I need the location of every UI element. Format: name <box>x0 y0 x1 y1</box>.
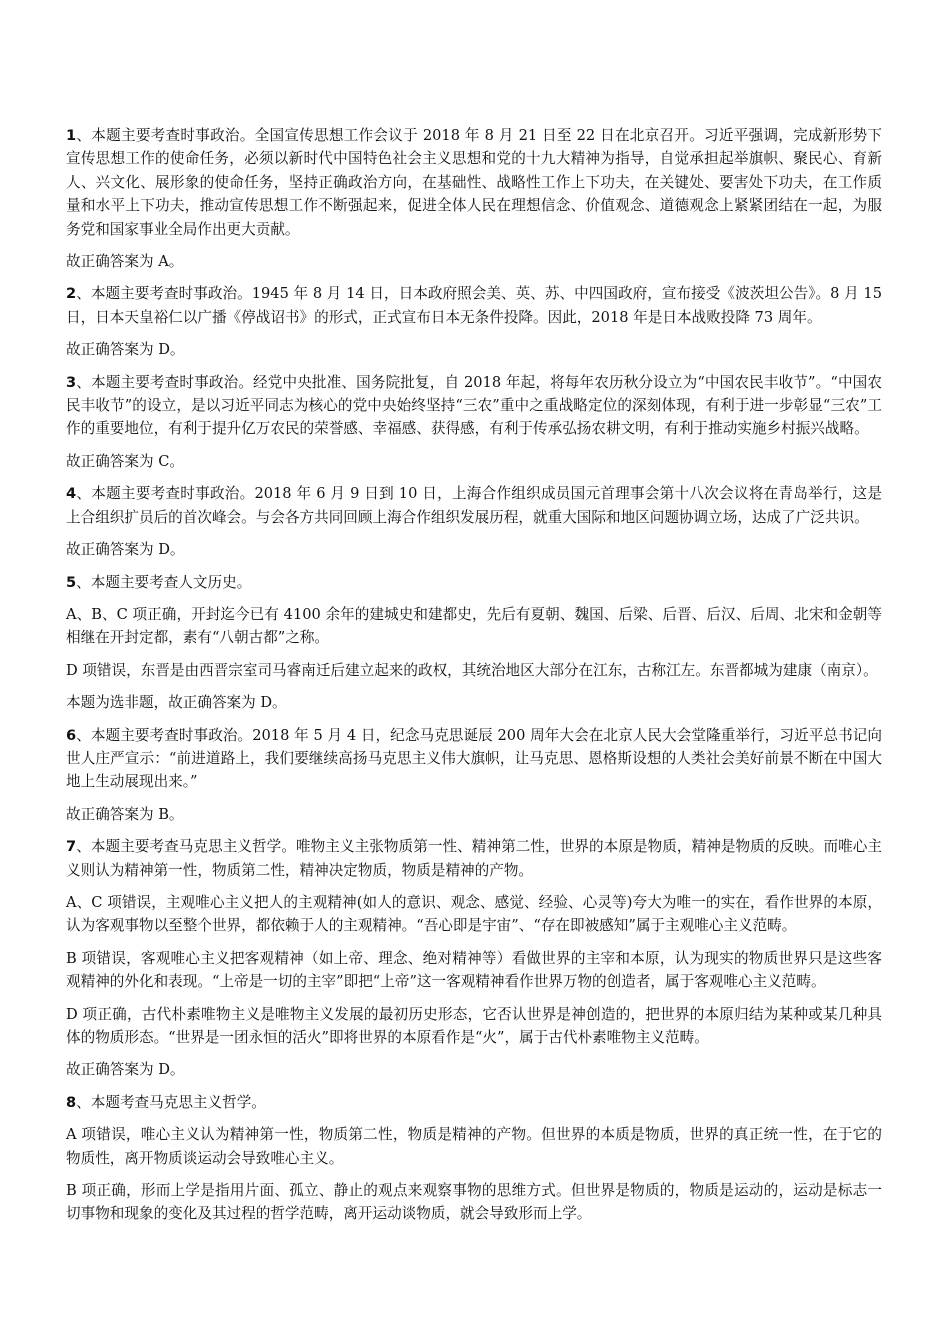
answer-line: 故正确答案为 C。 <box>66 452 184 470</box>
explanation-paragraph: B 项正确，形而上学是指用片面、孤立、静止的观点来观察事物的思维方式。但世界是物质的，物质是运动的，运动是标志一切事物和现象的变化及其过程的哲学范畴，离开运动谈物质，就会导致形而上学。 <box>66 1182 882 1223</box>
answer-line: 故正确答案为 D。 <box>66 1061 185 1079</box>
question-number: 2 <box>66 285 77 303</box>
answer-line: 故正确答案为 D。 <box>66 541 185 559</box>
paragraph-text: 、本题主要考查时事政治。1945 年 8 月 14 日，日本政府照会美、英、苏、中四国政府，宣布接受《波茨坦公告》。8 月 15 日，日本天皇裕仁以广播《停战诏书》的形式，正式宣布日本无条件投降。因此，2018 年是日本战败投降 73 周年。 <box>66 285 882 326</box>
answer-paragraph-8 <box>66 1091 882 1114</box>
answer-line: 本题为选非题，故正确答案为 D。 <box>66 694 287 712</box>
question-number: 4 <box>66 485 77 503</box>
question-number: 1 <box>66 127 77 144</box>
answer-paragraph-6 <box>66 724 882 794</box>
question-number: 5 <box>66 573 77 591</box>
answer-line: 故正确答案为 A。 <box>66 253 184 271</box>
answer-paragraph-2 <box>66 282 882 329</box>
answer-paragraph-5 <box>66 571 882 594</box>
paragraph-text: 、本题主要考查人文历史。 <box>76 573 252 591</box>
answer-line: 故正确答案为 B。 <box>66 805 184 823</box>
paragraph-text: 、本题主要考查马克思主义哲学。唯物主义主张物质第一性、精神第二性，世界的本原是物质，精神是物质的反映。而唯心主义则认为精神第一性，物质第二性，精神决定物质，物质是精神的产物。 <box>66 838 882 879</box>
answer-paragraph-3 <box>66 371 882 441</box>
question-number: 7 <box>66 838 77 856</box>
explanation-paragraph: A 项错误，唯心主义认为精神第一性，物质第二性，物质是精神的产物。但世界的本质是物质，世界的真正统一性，在于它的物质性，离开物质谈运动会导致唯心主义。 <box>66 1126 882 1167</box>
explanation-paragraph: A、B、C 项正确，开封迄今已有 4100 余年的建城史和建都史，先后有夏朝、魏国、后梁、后晋、后汉、后周、北宋和金朝等相继在开封定都，素有“八朝古都”之称。 <box>66 605 882 647</box>
answer-paragraph-1 <box>66 124 882 241</box>
answer-paragraph-4 <box>66 482 882 529</box>
explanation-paragraph: D 项错误，东晋是由西晋宗室司马睿南迁后建立起来的政权，其统治地区大部分在江东，古称江左。东晋都城为建康（南京）。 <box>66 661 878 679</box>
paragraph-text: 、本题主要考查时事政治。2018 年 6 月 9 日到 10 日，上海合作组织成员国元首理事会第十八次会议将在青岛举行，这是上合组织扩员后的首次峰会。与会各方共同回顾上海合作组织发展历程，就重大国际和地区问题协调立场，达成了广泛共识。 <box>66 485 882 526</box>
explanation-paragraph: A、C 项错误，主观唯心主义把人的主观精神(如人的意识、观念、感觉、经验、心灵等)夸大为唯一的实在，看作世界的本原，认为客观事物以至整个世界，都依赖于人的主观精神。“吾心即是宇宙”、“存在即被感知”属于主观唯心主义范畴。 <box>66 893 882 935</box>
explanation-paragraph: D 项正确，古代朴素唯物主义是唯物主义发展的最初历史形态，它否认世界是神创造的，把世界的本原归结为某种或某几种具体的物质形态。“世界是一团永恒的活火”即将世界的本原看作是“火”，属于古代朴素唯物主义范畴。 <box>66 1005 882 1046</box>
explanation-paragraph: B 项错误，客观唯心主义把客观精神（如上帝、理念、绝对精神等）看做世界的主宰和本原，认为现实的物质世界只是这些客观精神的外化和表现。“上帝是一切的主宰”即把“上帝”这一客观精神看作世界万物的创造者，属于客观唯心主义范畴。 <box>66 949 882 991</box>
question-number: 3 <box>66 373 77 391</box>
paragraph-text: 、本题主要考查时事政治。2018 年 5 月 4 日，纪念马克思诞辰 200 周年大会在北京人民大会堂隆重举行，习近平总书记向世人庄严宣示：“前进道路上，我们要继续高扬马克思主义伟大旗帜，让马克思、恩格斯设想的人类社会美好前景不断在中国大地上生动展现出来。” <box>66 726 882 791</box>
paragraph-text: 、本题主要考查时事政治。全国宣传思想工作会议于 2018 年 8 月 21 日至 22 日在北京召开。习近平强调，完成新形势下宣传思想工作的使命任务，必须以新时代中国特色社会主义思想和党的十九大精神为指导，自觉承担起举旗帜、聚民心、育新人、兴文化、展形象的使命任务，坚持正确政治方向，在基础性、战略性工作上下功夫，在关键处、要害处下功夫，在工作质量和水平上下功夫，推动宣传思想工作不断强起来，促进全体人民在理想信念、价值观念、道德观念上紧紧团结在一起，为服务党和国家事业全局作出更大贡献。 <box>66 127 882 238</box>
paragraph-text: 、本题主要考查时事政治。经党中央批准、国务院批复，自 2018 年起，将每年农历秋分设立为“中国农民丰收节”。“中国农民丰收节”的设立，是以习近平同志为核心的党中央始终坚持“三农”重中之重战略定位的深刻体现，有利于进一步彰显“三农”工作的重要地位，有利于提升亿万农民的荣誉感、幸福感、获得感，有利于传承弘扬农耕文明，有利于推动实施乡村振兴战略。 <box>66 373 882 438</box>
paragraph-text: 、本题考查马克思主义哲学。 <box>76 1093 266 1111</box>
answer-paragraph-7 <box>66 835 882 882</box>
question-number: 8 <box>66 1093 77 1111</box>
answer-line: 故正确答案为 D。 <box>66 341 185 359</box>
question-number: 6 <box>66 726 77 744</box>
